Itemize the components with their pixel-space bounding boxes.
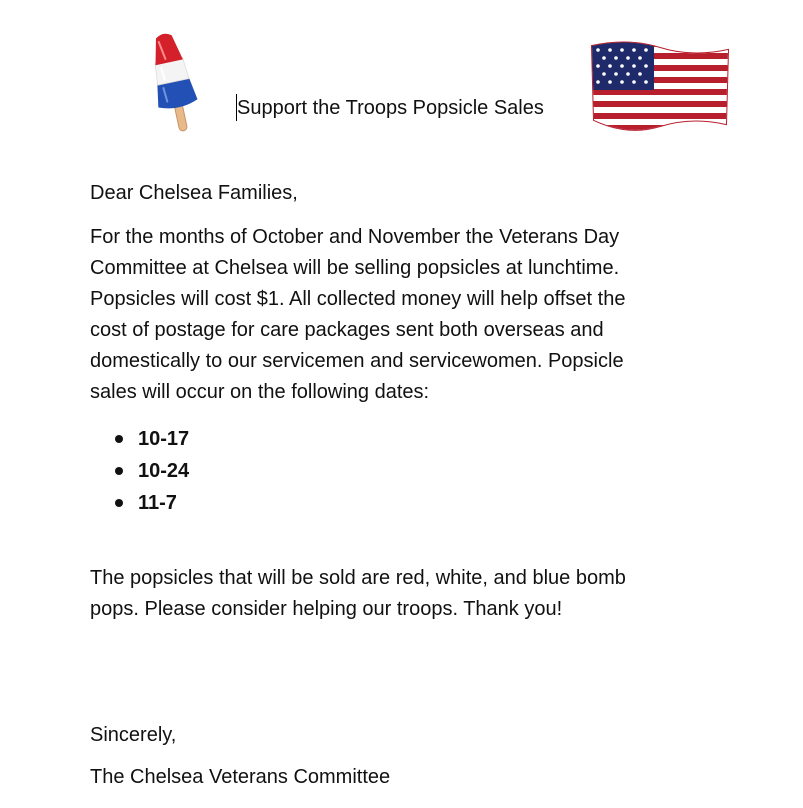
- salutation: Dear Chelsea Families,: [90, 182, 298, 204]
- closing-line: pops. Please consider helping our troops. Thank you!: [90, 598, 563, 620]
- bullet-icon: [115, 499, 123, 507]
- bullet-icon: [115, 435, 123, 443]
- body-line: Popsicles will cost $1. All collected money will help offset the: [90, 288, 626, 310]
- sale-date: 11-7: [138, 492, 177, 514]
- closing-paragraph: [90, 563, 730, 625]
- signature: The Chelsea Veterans Committee: [90, 766, 391, 788]
- sale-dates-list: [90, 423, 189, 519]
- body-line: Committee at Chelsea will be selling popsicles at lunchtime.: [90, 257, 620, 279]
- body-line: For the months of October and November the Veterans Day: [90, 226, 620, 248]
- list-item: [90, 487, 189, 519]
- document-title: Support the Troops Popsicle Sales: [237, 97, 544, 119]
- american-flag-icon: [588, 40, 730, 132]
- body-line: cost of postage for care packages sent both overseas and: [90, 319, 604, 341]
- body-line: domestically to our servicemen and servicewomen. Popsicle: [90, 350, 624, 372]
- list-item: [90, 455, 189, 487]
- list-item: [90, 423, 189, 455]
- signoff: Sincerely,: [90, 724, 177, 746]
- sale-date: 10-17: [138, 428, 190, 450]
- body-paragraph: [90, 222, 730, 408]
- body-line: sales will occur on the following dates:: [90, 381, 430, 403]
- bullet-icon: [115, 467, 123, 475]
- closing-line: The popsicles that will be sold are red, white, and blue bomb: [90, 567, 626, 589]
- popsicle-icon: [138, 30, 208, 135]
- sale-date: 10-24: [138, 460, 190, 482]
